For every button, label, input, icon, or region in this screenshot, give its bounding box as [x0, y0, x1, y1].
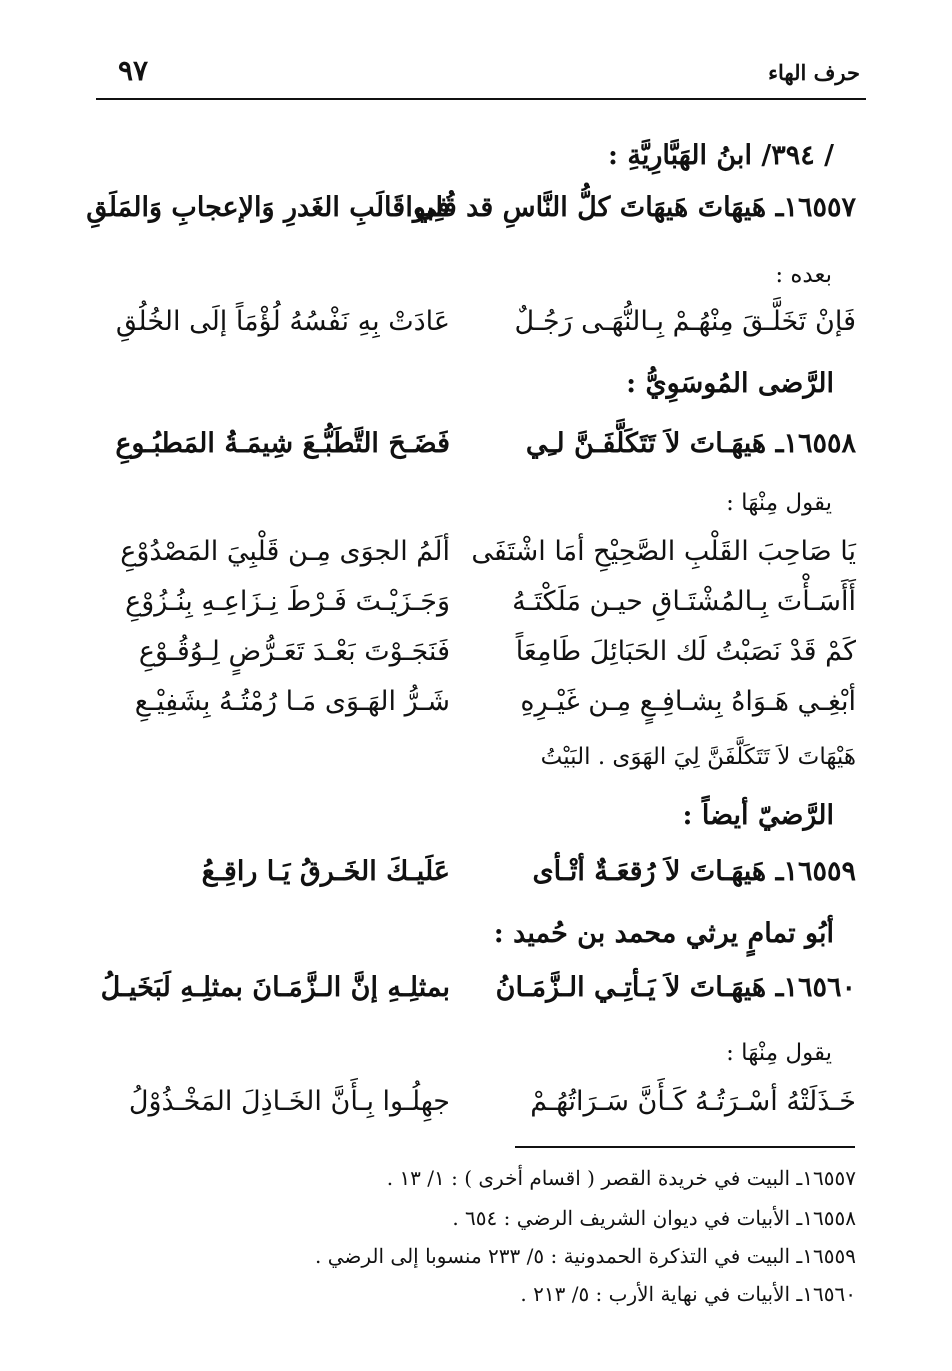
footnote: ١٦٥٥٧ـ البيت في خريدة القصر ( اقسام أخرى ) : ١/ ١٣ .	[386, 1166, 856, 1190]
verse-right: ١٦٥٥٩ـ هَيهَـاتَ لاَ رُقعَـةٌ أتْـأى	[532, 856, 856, 887]
section-heading: أبُو تمامٍ يرثي محمد بن حُميد :	[493, 918, 834, 949]
section-heading: الرَّضى المُوسَوِيُّ :	[626, 368, 834, 399]
verse-left: وَجَـزَيْـتَ فَـرْطَ نِـزَاعِـهِ بِنُـزُوْعِ	[125, 586, 450, 617]
verse-right: ١٦٥٦٠ـ هَيهَـاتَ لاَ يَـأتِـي الـزَّمَـانُ	[495, 972, 856, 1003]
verse-left: بمثلِـهِ إنَّ الـزَّمَـانَ بمثلِـهِ لَبَخَيـلُ	[100, 972, 450, 1003]
verse-right: خَـذَلَتْهُ أسْـرَتُـهُ كَـأَنَّ سَـرَاتُهُـمْ	[530, 1086, 856, 1117]
header-divider	[96, 98, 866, 100]
verse-left: شَـرُّ الهَـوَى مَـا رُمْتُـهُ بِشَفِيْـعِ	[134, 686, 450, 717]
chapter-title: حرف الهاء	[768, 60, 860, 85]
verse-left: ألَمُ الجوَى مِـن قَلْبِيَ المَصْدُوْعِ	[120, 536, 450, 567]
verse-right: أَأَسَـأْتَ بِـالمُشْتَـاقِ حيـن مَلَكْتَـهُ	[512, 586, 856, 617]
verse-left: جهِلُـوا بِـأَنَّ الخَـاذِلَ المَخْـذُوْلُ	[128, 1086, 450, 1117]
section-heading: / ٣٩٤/ ابنُ الهَبَّارِيَّةِ :	[608, 140, 834, 171]
footnote: ١٦٥٥٨ـ الأبيات في ديوان الشريف الرضي : ٦٥٤ .	[452, 1206, 856, 1230]
verse-left: فَضَـحَ التَّطَبُّـعَ شِيمَـةُ المَطبُـوعِ	[115, 428, 450, 459]
section-heading: الرَّضيّ أيضاً :	[682, 800, 834, 831]
verse-note: بعده :	[775, 262, 832, 288]
verse-note: يقول مِنْهَا :	[726, 1040, 832, 1066]
verse-left: فَنَجَـوْتَ بَعْـدَ تَعَـرُّضٍ لِـوُقُـوْعِ	[138, 636, 450, 667]
verse-right: فَإنْ تَخَلَّـقَ مِنْهُـمْ بِـالنُّهَـى رَجُـلٌ	[514, 306, 856, 337]
footnote: ١٦٥٥٩ـ البيت في التذكرة الحمدونية : ٥/ ٢٣٣ منسوبا إلى الرضي .	[315, 1244, 856, 1268]
verse-right: ١٦٥٥٨ـ هَيهَـاتَ لاَ تَتَكَلَّفَـنَّ لـِي	[525, 428, 856, 459]
verse-left: في قَالَبِ الغَدرِ وَالإعجابِ وَالمَلَقِ	[86, 192, 450, 223]
verse-left: عَلَيـكَ الخَـرقُ يَـا راقِـعُ	[201, 856, 450, 887]
footnote: ١٦٥٦٠ـ الأبيات في نهاية الأرب : ٥/ ٢١٣ .	[520, 1282, 856, 1306]
verse-right: يَا صَاحِبَ القَلْبِ الصَّحِيْحِ أمَا اشْتَفَى	[471, 536, 856, 567]
verse-note: يقول مِنْهَا :	[726, 490, 832, 516]
verse-right: أبْغِـي هَـوَاهُ بِشـافِـعٍ مِـن غَيْـرِهِ	[520, 686, 856, 717]
verse-right: كَمْ قَدْ نَصَبْتُ لَك الحَبَائِلَ طَامِعَاً	[515, 636, 856, 667]
verse-right: ١٦٥٥٧ـ هَيهَاتَ هَيهَاتَ كلُّ النَّاسِ قد قُلِبوا	[405, 192, 856, 223]
verse-quote: هَيْهَاتَ لاَ تَتَكَلَّفَنَّ لِيَ الهَوَى . البَيْتُ	[540, 744, 856, 770]
verse-left: عَادَتْ بِهِ نَفْسُهُ لُؤْمَاً إلَى الخُلُقِ	[115, 306, 450, 337]
page-number: ٩٧	[118, 54, 149, 87]
footnote-divider	[515, 1146, 855, 1148]
